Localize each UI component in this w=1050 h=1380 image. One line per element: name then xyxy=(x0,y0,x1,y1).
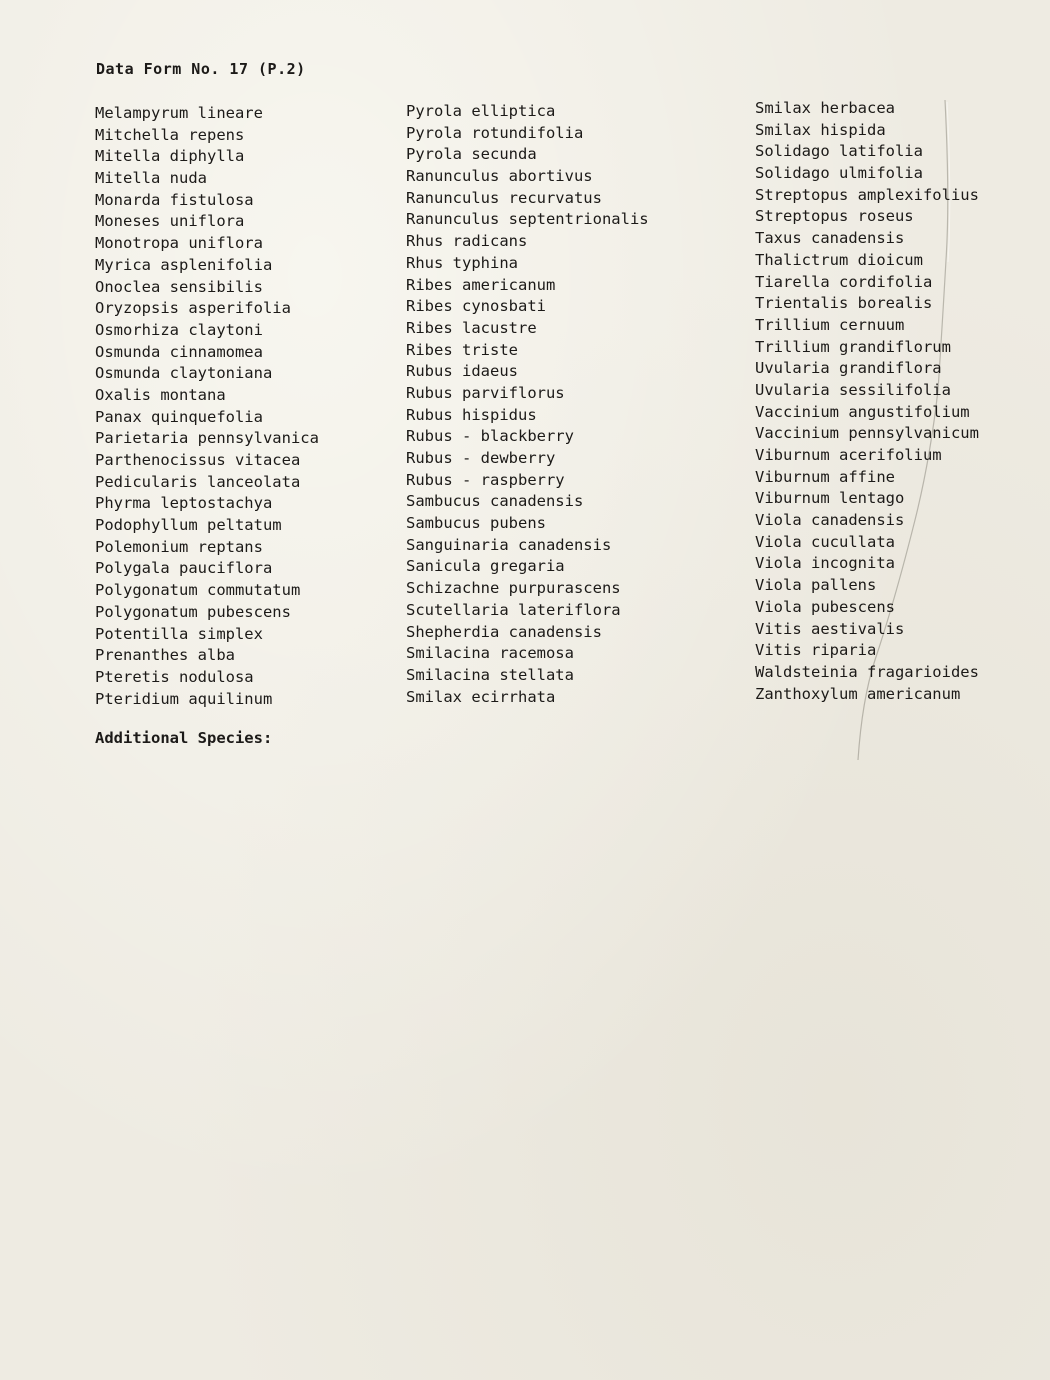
species-item: Trillium grandiflorum xyxy=(755,337,951,356)
species-item: Zanthoxylum americanum xyxy=(755,684,961,703)
species-item: Panax quinquefolia xyxy=(95,407,263,426)
species-item: Osmunda claytoniana xyxy=(95,364,273,383)
species-item: Ribes americanum xyxy=(406,275,556,294)
species-item: Schizachne purpurascens xyxy=(406,579,621,598)
species-item: Oxalis montana xyxy=(95,385,226,404)
species-item: Ranunculus abortivus xyxy=(406,167,593,186)
species-item: Pteretis nodulosa xyxy=(95,667,254,686)
species-item: Waldsteinia fragarioides xyxy=(755,662,979,681)
species-item: Vaccinium angustifolium xyxy=(755,402,970,421)
species-item: Osmunda cinnamomea xyxy=(95,342,263,361)
species-item: Parthenocissus vitacea xyxy=(95,451,301,469)
species-item: Viola cucullata xyxy=(755,532,895,551)
species-item: Phyrma leptostachya xyxy=(95,494,273,513)
species-item: Pyrola elliptica xyxy=(406,102,556,120)
species-item: Osmorhiza claytoni xyxy=(95,320,263,339)
species-item: Polygala pauciflora xyxy=(95,559,273,578)
species-item: Rubus hispidus xyxy=(406,405,537,424)
species-item: Thalictrum dioicum xyxy=(755,250,923,269)
species-item: Viburnum lentago xyxy=(755,489,905,508)
species-item: Parietaria pennsylvanica xyxy=(95,429,319,448)
species-column-2 xyxy=(406,101,649,708)
species-item: Ribes lacustre xyxy=(406,318,537,337)
species-item: Rubus - dewberry xyxy=(406,449,556,467)
species-item: Viburnum affine xyxy=(755,467,895,486)
species-item: Viola canadensis xyxy=(755,511,905,530)
species-item: Mitella diphylla xyxy=(95,147,245,166)
species-item: Taxus canadensis xyxy=(755,229,905,248)
species-item: Smilax herbacea xyxy=(755,99,895,117)
species-item: Vaccinium pennsylvanicum xyxy=(755,424,979,443)
species-item: Prenanthes alba xyxy=(95,646,235,665)
species-item: Pteridium aquilinum xyxy=(95,689,273,708)
species-item: Monotropa uniflora xyxy=(95,234,263,253)
species-item: Ribes triste xyxy=(406,340,518,359)
species-item: Mitella nuda xyxy=(95,169,207,188)
species-item: Uvularia grandiflora xyxy=(755,359,942,378)
species-item: Polemonium reptans xyxy=(95,537,263,556)
species-item: Mitchella repens xyxy=(95,125,245,144)
species-item: Ribes cynosbati xyxy=(406,297,546,316)
species-item: Myrica asplenifolia xyxy=(95,255,273,274)
species-item: Streptopus amplexifolius xyxy=(755,185,979,204)
species-item: Sambucus canadensis xyxy=(406,492,584,511)
additional-species-label: Additional Species: xyxy=(95,729,273,747)
species-item: Viola pubescens xyxy=(755,597,895,616)
species-item: Sanguinaria canadensis xyxy=(406,535,612,554)
species-item: Viola incognita xyxy=(755,554,895,573)
species-item: Smilacina stellata xyxy=(406,665,574,684)
species-item: Ranunculus septentrionalis xyxy=(406,210,649,229)
species-item: Scutellaria lateriflora xyxy=(406,600,621,619)
species-item: Uvularia sessilifolia xyxy=(755,380,951,399)
species-item: Podophyllum peltatum xyxy=(95,516,282,535)
species-item: Onoclea sensibilis xyxy=(95,277,263,296)
species-item: Potentilla simplex xyxy=(95,624,263,643)
species-item: Oryzopsis asperifolia xyxy=(95,299,291,318)
species-item: Rubus idaeus xyxy=(406,362,518,381)
species-item: Rhus typhina xyxy=(406,253,518,272)
species-item: Smilax ecirrhata xyxy=(406,687,556,706)
species-item: Pyrola rotundifolia xyxy=(406,123,584,142)
species-item: Rubus - blackberry xyxy=(406,427,574,446)
species-item: Sambucus pubens xyxy=(406,514,546,533)
species-item: Rubus parviflorus xyxy=(406,383,565,402)
species-item: Vitis aestivalis xyxy=(755,619,905,638)
species-item: Rubus - raspberry xyxy=(406,470,565,489)
species-item: Tiarella cordifolia xyxy=(755,272,933,291)
species-item: Vitis riparia xyxy=(755,641,877,660)
species-item: Moneses uniflora xyxy=(95,212,245,231)
species-item: Polygonatum commutatum xyxy=(95,581,301,600)
species-column-3 xyxy=(755,98,979,705)
species-item: Trillium cernuum xyxy=(755,315,905,334)
species-item: Pyrola secunda xyxy=(406,145,537,164)
species-item: Sanicula gregaria xyxy=(406,557,565,576)
species-item: Viola pallens xyxy=(755,576,877,595)
form-title: Data Form No. 17 (P.2) xyxy=(96,60,306,78)
species-item: Smilax hispida xyxy=(755,120,886,139)
species-item: Pedicularis lanceolata xyxy=(95,472,301,491)
species-item: Smilacina racemosa xyxy=(406,644,574,663)
species-item: Ranunculus recurvatus xyxy=(406,188,602,207)
species-item: Polygonatum pubescens xyxy=(95,602,291,621)
species-item: Streptopus roseus xyxy=(755,207,914,226)
species-item: Melampyrum lineare xyxy=(95,104,263,122)
species-item: Monarda fistulosa xyxy=(95,190,254,209)
species-item: Shepherdia canadensis xyxy=(406,622,602,641)
species-item: Solidago ulmifolia xyxy=(755,164,923,183)
species-item: Solidago latifolia xyxy=(755,142,923,161)
species-item: Viburnum acerifolium xyxy=(755,446,942,464)
species-item: Trientalis borealis xyxy=(755,294,933,313)
species-item: Rhus radicans xyxy=(406,232,528,251)
species-column-1 xyxy=(95,103,319,710)
